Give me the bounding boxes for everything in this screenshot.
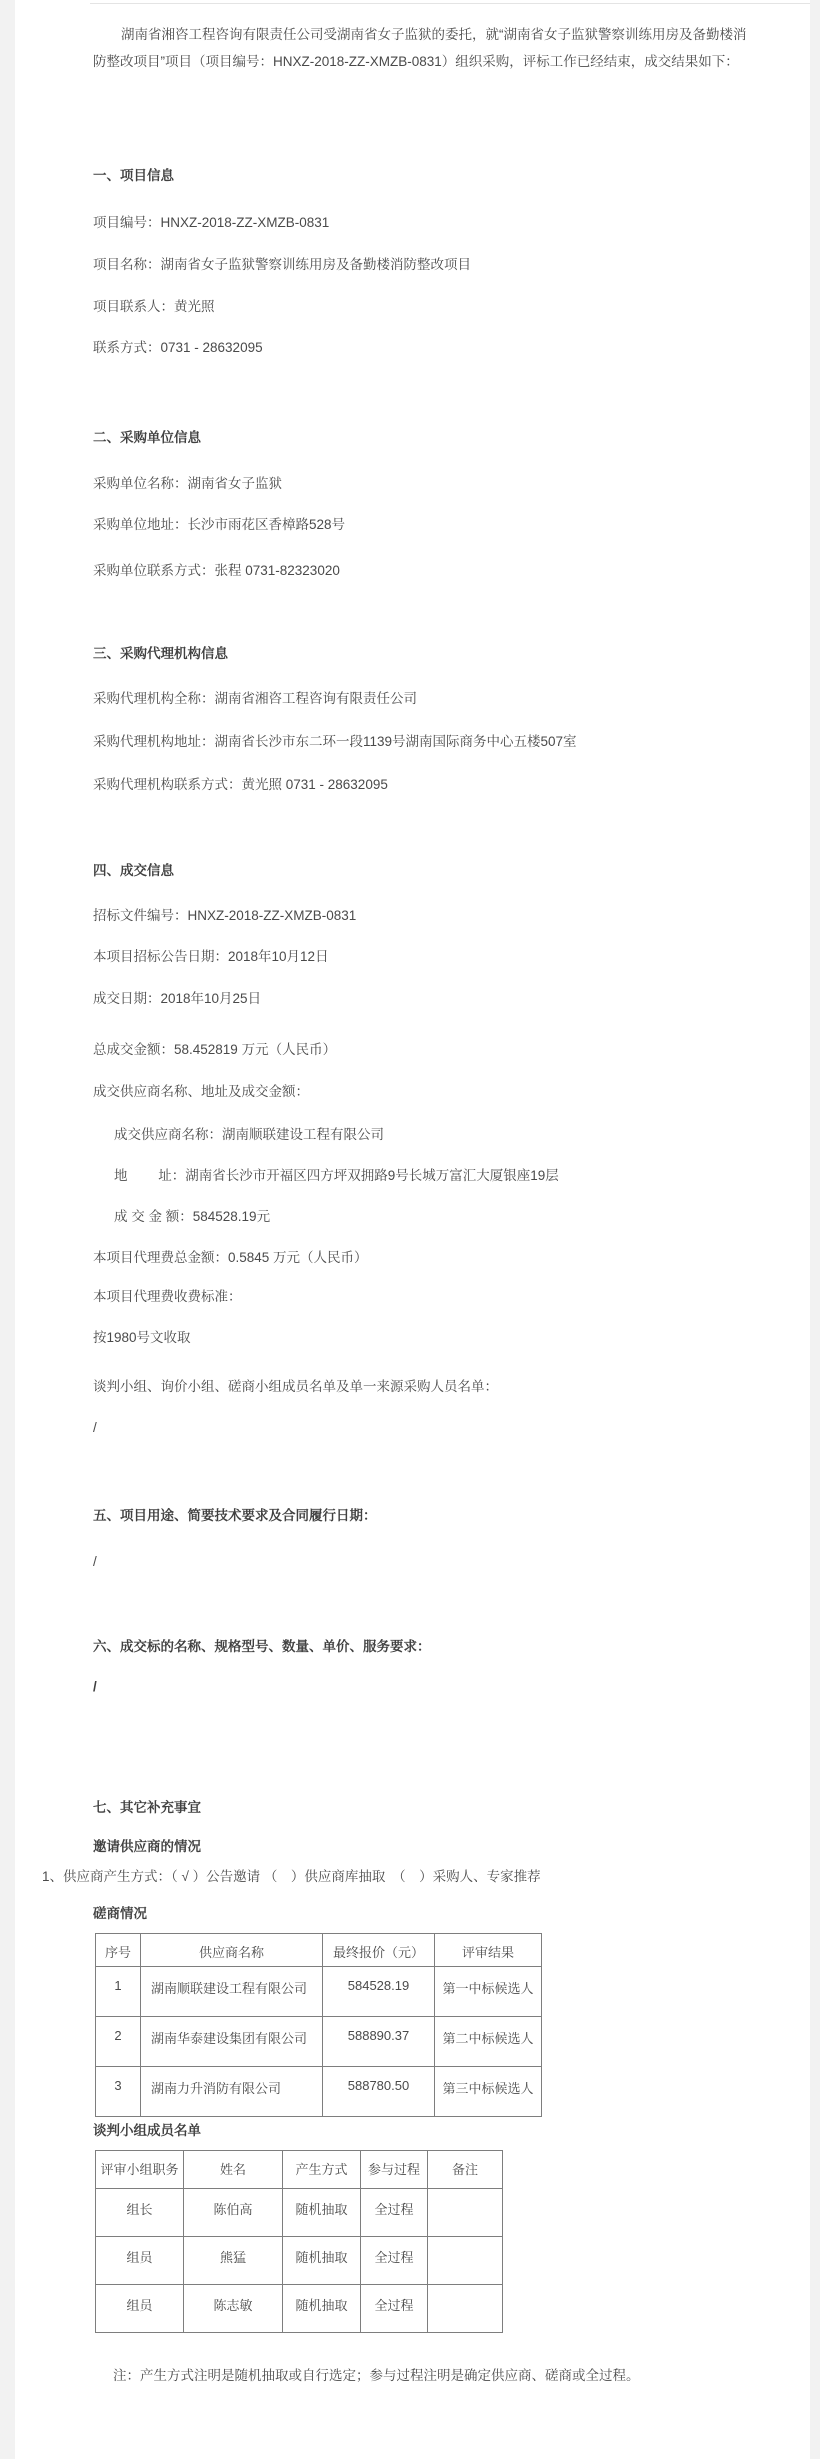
agency-contact-line: 采购代理机构联系方式：黄光照 0731 - 28632095 <box>93 777 388 792</box>
cell-participation: 全过程 <box>361 2189 428 2237</box>
section-1-title: 一、项目信息 <box>93 168 174 183</box>
section-4-title: 四、成交信息 <box>93 863 174 878</box>
bid-doc-number-line: 招标文件编号：HNXZ-2018-ZZ-XMZB-0831 <box>93 908 357 923</box>
agency-address-line: 采购代理机构地址：湖南省长沙市东二环一段1139号湖南国际商务中心五楼507室 <box>93 734 577 749</box>
project-phone-line: 联系方式：0731 - 28632095 <box>93 340 263 355</box>
negotiation-team-table <box>95 2150 503 2333</box>
section-6-placeholder: / <box>93 1679 97 1694</box>
cell-supplier-name: 湖南顺联建设工程有限公司 <box>141 1967 323 2017</box>
cell-selection-method: 随机抽取 <box>283 2189 361 2237</box>
intro-paragraph: 湖南省湘咨工程咨询有限责任公司受湖南省女子监狱的委托，就“湖南省女子监狱警察训练用房及备勤楼消防整改项目”项目（项目编号：HNXZ-2018-ZZ-XMZB-0831）组织采购，评标工作已经结束，成交结果如下： <box>93 27 747 69</box>
cell-selection-method: 随机抽取 <box>283 2237 361 2285</box>
content-panel <box>15 0 810 2459</box>
project-contact-line: 项目联系人：黄光照 <box>93 299 215 314</box>
cell-name: 熊猛 <box>184 2237 283 2285</box>
cell-participation: 全过程 <box>361 2237 428 2285</box>
panel-list-placeholder: / <box>93 1420 97 1435</box>
header-participation: 参与过程 <box>361 2151 428 2189</box>
cell-final-price: 588890.37 <box>323 2017 435 2067</box>
section-3-title: 三、采购代理机构信息 <box>93 646 228 661</box>
consultation-results-table <box>95 1933 542 2117</box>
supplier-method-line: 1、供应商产生方式：（ √ ）公告邀请 （ ）供应商库抽取 （ ）采购人、专家推荐 <box>42 1869 541 1884</box>
agency-fee-total-line: 本项目代理费总金额：0.5845 万元（人民币） <box>93 1250 368 1265</box>
cell-review-result: 第一中标候选人 <box>435 1967 542 2017</box>
table-header-row <box>96 2151 503 2189</box>
cell-remarks <box>428 2237 503 2285</box>
header-role: 评审小组职务 <box>96 2151 184 2189</box>
negotiation-team-heading: 谈判小组成员名单 <box>93 2123 201 2138</box>
cell-role: 组员 <box>96 2285 184 2333</box>
consultation-heading: 磋商情况 <box>93 1906 147 1921</box>
header-supplier-name: 供应商名称 <box>141 1934 323 1967</box>
cell-seq: 1 <box>96 1967 141 2017</box>
header-selection-method: 产生方式 <box>283 2151 361 2189</box>
project-name-line: 项目名称：湖南省女子监狱警察训练用房及备勤楼消防整改项目 <box>93 257 471 272</box>
cell-review-result: 第三中标候选人 <box>435 2067 542 2117</box>
section-2-title: 二、采购单位信息 <box>93 430 201 445</box>
cell-name: 陈志敏 <box>184 2285 283 2333</box>
cell-final-price: 588780.50 <box>323 2067 435 2117</box>
announcement-document <box>15 0 810 2459</box>
deal-amount-line: 成 交 金 额：584528.19元 <box>114 1209 271 1224</box>
table-row <box>96 1967 542 2017</box>
table-row <box>96 2017 542 2067</box>
cell-role: 组员 <box>96 2237 184 2285</box>
fee-basis-line: 按1980号文收取 <box>93 1330 191 1345</box>
table-row <box>96 2237 503 2285</box>
supplier-name-line: 成交供应商名称：湖南顺联建设工程有限公司 <box>114 1127 384 1142</box>
table-row <box>96 2285 503 2333</box>
purchaser-contact-line: 采购单位联系方式：张程 0731-82323020 <box>93 563 340 578</box>
table-row <box>96 2189 503 2237</box>
supplier-address-line: 地 址：湖南省长沙市开福区四方坪双拥路9号长城万富汇大厦银座19层 <box>114 1168 559 1183</box>
purchaser-name-line: 采购单位名称：湖南省女子监狱 <box>93 476 282 491</box>
cell-supplier-name: 湖南华泰建设集团有限公司 <box>141 2017 323 2067</box>
cell-remarks <box>428 2189 503 2237</box>
total-amount-line: 总成交金额：58.452819 万元（人民币） <box>93 1042 337 1057</box>
footnote-line: 注：产生方式注明是随机抽取或自行选定；参与过程注明是确定供应商、磋商或全过程。 <box>113 2368 640 2383</box>
invite-suppliers-heading: 邀请供应商的情况 <box>93 1839 201 1854</box>
supplier-info-label-line: 成交供应商名称、地址及成交金额： <box>93 1084 309 1099</box>
project-number-line: 项目编号：HNXZ-2018-ZZ-XMZB-0831 <box>93 215 330 230</box>
agency-name-line: 采购代理机构全称：湖南省湘咨工程咨询有限责任公司 <box>93 691 417 706</box>
header-final-price: 最终报价（元） <box>323 1934 435 1967</box>
section-5-placeholder: / <box>93 1554 97 1569</box>
panel-list-label-line: 谈判小组、询价小组、磋商小组成员名单及单一来源采购人员名单： <box>93 1379 498 1394</box>
agency-fee-standard-line: 本项目代理费收费标准： <box>93 1289 242 1304</box>
cell-seq: 3 <box>96 2067 141 2117</box>
purchaser-address-line: 采购单位地址：长沙市雨花区香樟路528号 <box>93 517 346 532</box>
cell-name: 陈伯高 <box>184 2189 283 2237</box>
header-seq: 序号 <box>96 1934 141 1967</box>
header-remarks: 备注 <box>428 2151 503 2189</box>
announcement-date-line: 本项目招标公告日期：2018年10月12日 <box>93 949 329 964</box>
section-6-title: 六、成交标的名称、规格型号、数量、单价、服务要求： <box>93 1639 431 1654</box>
cell-participation: 全过程 <box>361 2285 428 2333</box>
header-review-result: 评审结果 <box>435 1934 542 1967</box>
cell-role: 组长 <box>96 2189 184 2237</box>
deal-date-line: 成交日期：2018年10月25日 <box>93 991 262 1006</box>
header-name: 姓名 <box>184 2151 283 2189</box>
cell-remarks <box>428 2285 503 2333</box>
cell-seq: 2 <box>96 2017 141 2067</box>
section-7-title: 七、其它补充事宜 <box>93 1800 201 1815</box>
table-header-row <box>96 1934 542 1967</box>
cell-final-price: 584528.19 <box>323 1967 435 2017</box>
cell-selection-method: 随机抽取 <box>283 2285 361 2333</box>
table-row <box>96 2067 542 2117</box>
cell-supplier-name: 湖南力升消防有限公司 <box>141 2067 323 2117</box>
section-5-title: 五、项目用途、简要技术要求及合同履行日期： <box>93 1508 377 1523</box>
cell-review-result: 第二中标候选人 <box>435 2017 542 2067</box>
